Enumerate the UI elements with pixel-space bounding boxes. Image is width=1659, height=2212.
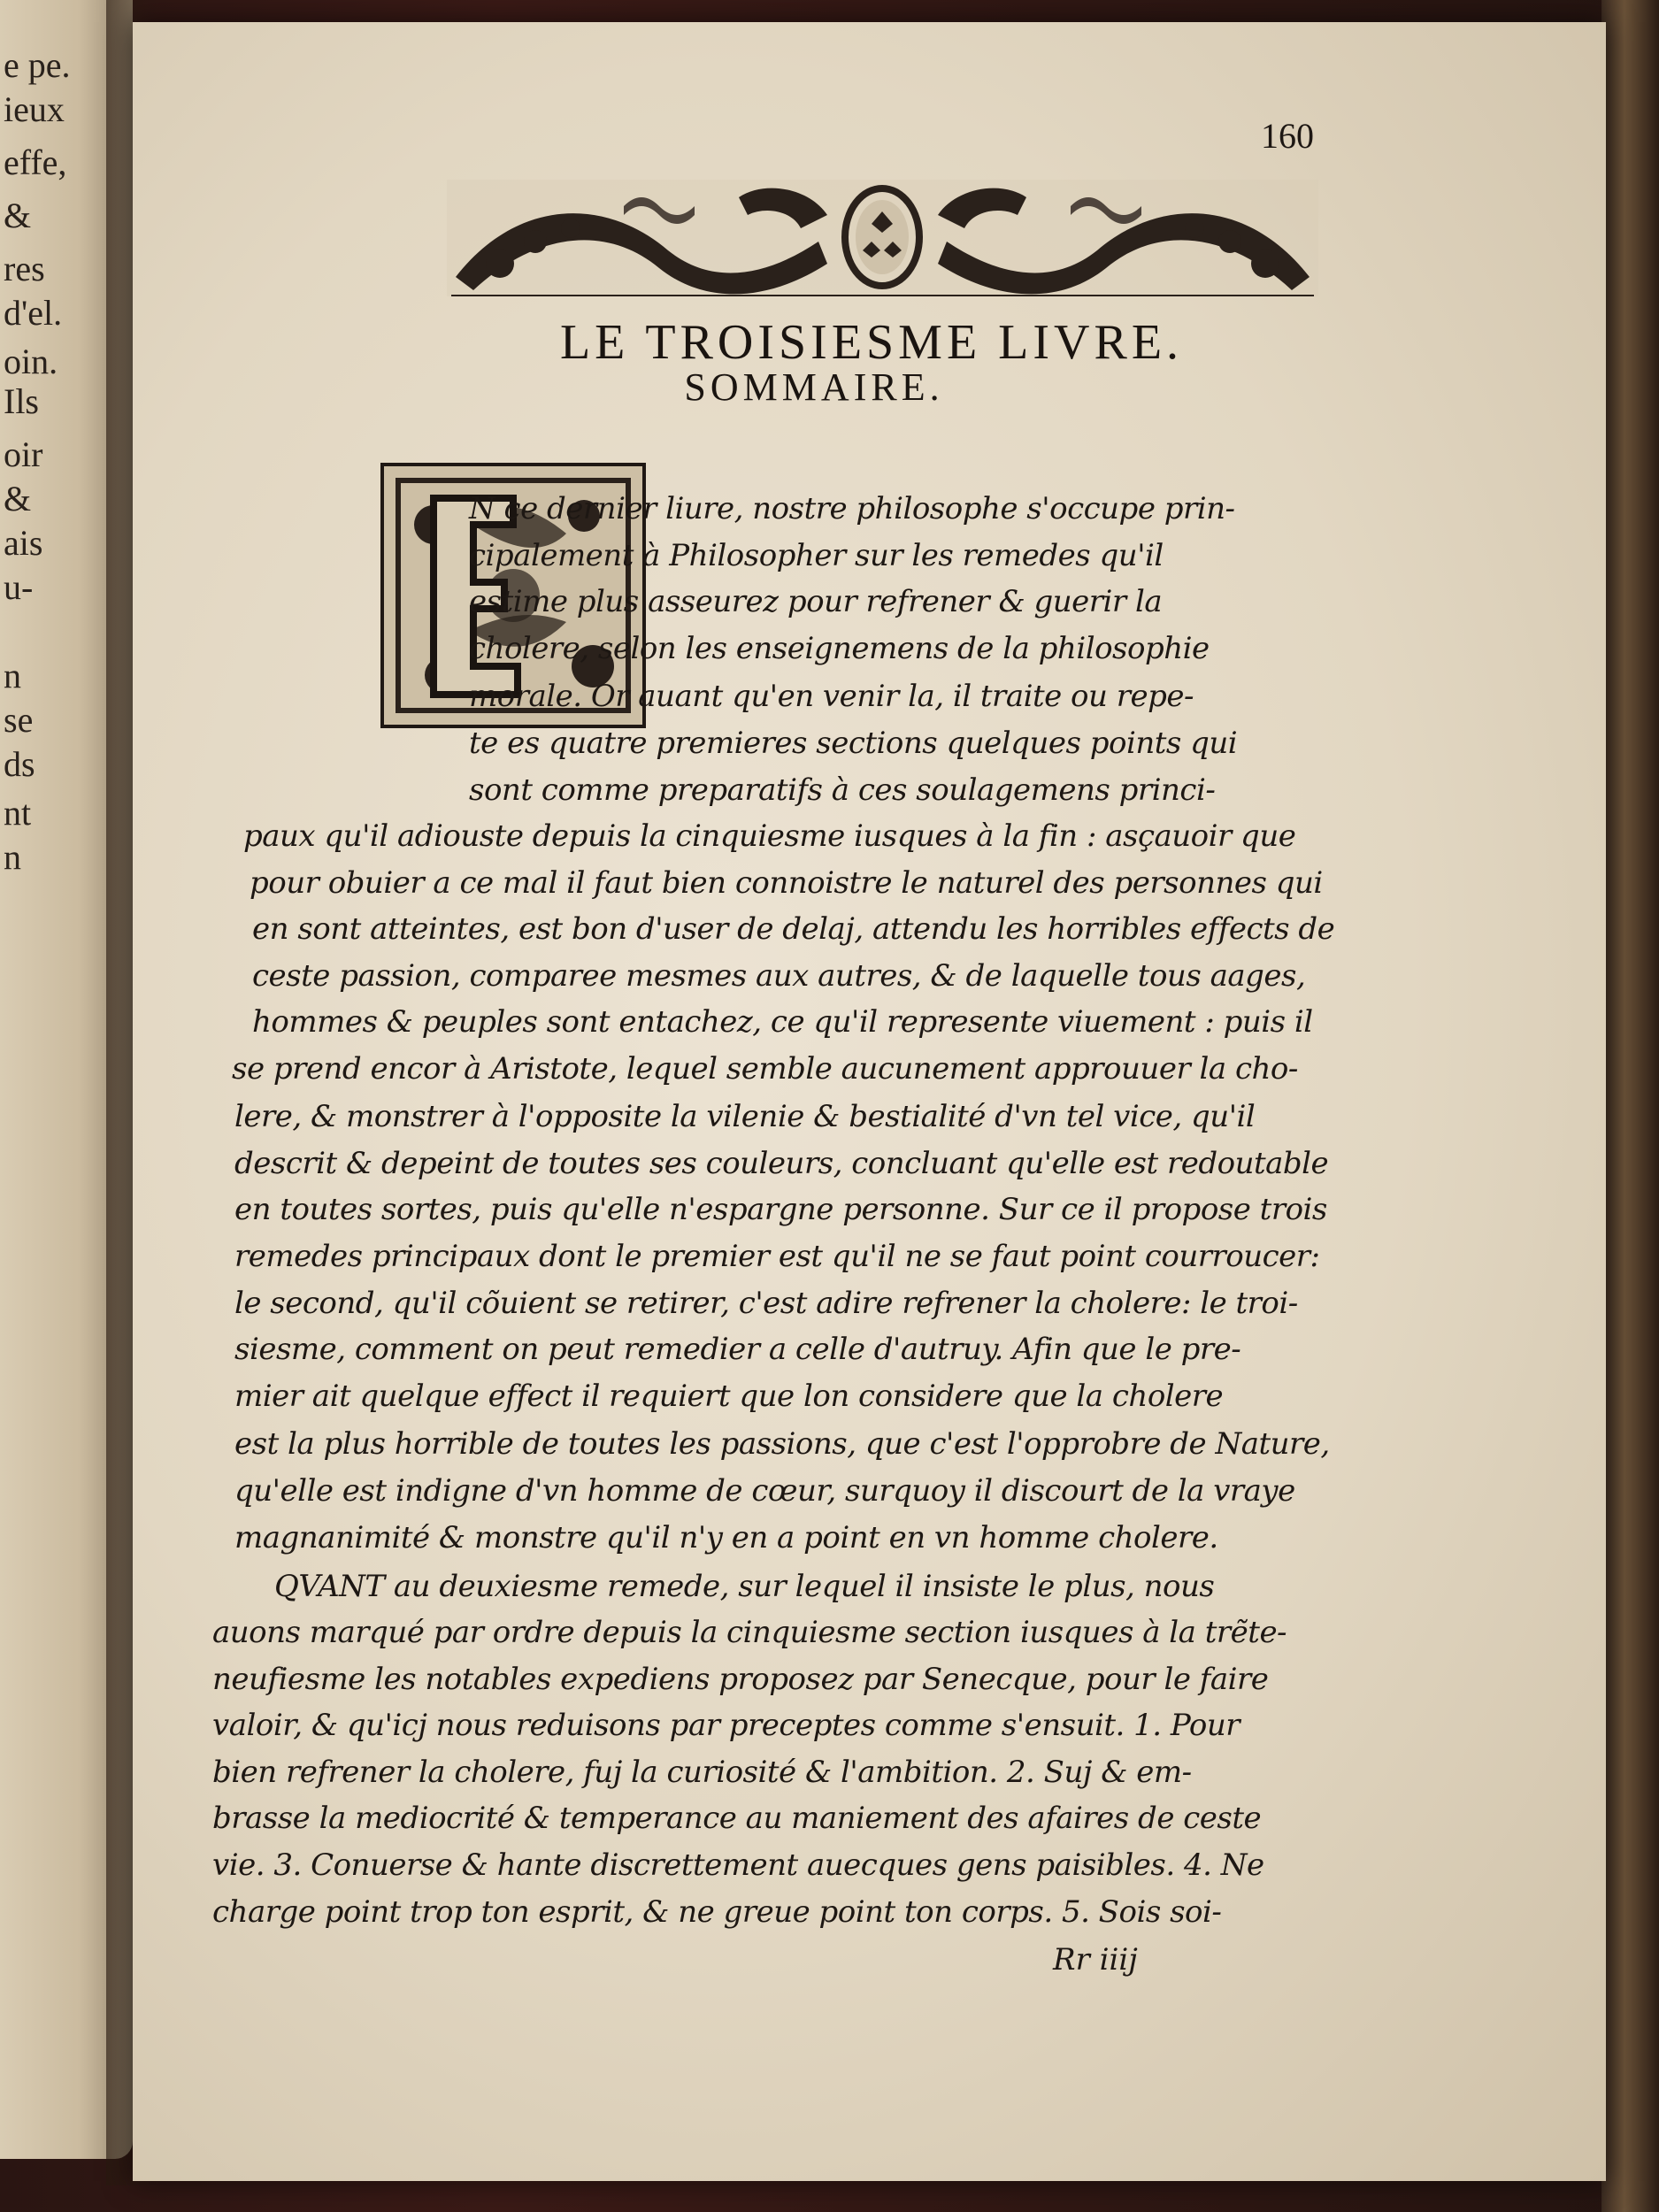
body-line: charge point trop ton esprit, & ne greue point ton corps. 5. Sois soi- xyxy=(212,1894,1222,1930)
left-page-fragment: ieux xyxy=(4,89,65,129)
left-page-fragment: u- xyxy=(4,567,34,607)
body-line: sont comme preparatifs à ces soulagemens princi- xyxy=(469,772,1216,808)
body-line: valoir, & qu'icj nous reduisons par preceptes comme s'ensuit. 1. Pour xyxy=(212,1708,1240,1743)
body-line: auons marqué par ordre depuis la cinquiesme section iusques à la trẽte- xyxy=(212,1615,1287,1650)
body-line: est la plus horrible de toutes les passions, que c'est l'opprobre de Nature, xyxy=(234,1426,1330,1462)
body-line: mier ait quelque effect il requiert que lon considere que la cholere xyxy=(234,1379,1224,1414)
left-page-fragment: effe, xyxy=(4,142,67,182)
body-line: ceste passion, comparee mesmes aux autres, & de laquelle tous aages, xyxy=(252,958,1306,994)
body-line: lere, & monstrer à l'opposite la vilenie & bestialité d'vn tel vice, qu'il xyxy=(234,1099,1256,1134)
left-page-fragment: se xyxy=(4,700,34,740)
left-page-fragment: & xyxy=(4,479,32,518)
left-page-fragment: ds xyxy=(4,744,35,784)
body-line: cholere, selon les enseignemens de la philosophie xyxy=(469,631,1210,666)
left-page-fragment: n xyxy=(4,837,21,877)
summary-title: SOMMAIRE. xyxy=(684,365,944,409)
book-title: LE TROISIESME LIVRE. xyxy=(559,315,1184,370)
body-line: neufiesme les notables expediens proposez par Senecque, pour le faire xyxy=(212,1662,1269,1697)
left-page-fragment: oin. xyxy=(4,342,58,381)
body-line: te es quatre premieres sections quelques points qui xyxy=(469,726,1238,761)
body-line: descrit & depeint de toutes ses couleurs, concluant qu'elle est redoutable xyxy=(234,1146,1329,1181)
body-line: en toutes sortes, puis qu'elle n'espargne personne. Sur ce il propose trois xyxy=(234,1192,1327,1227)
body-line: hommes & peuples sont entachez, ce qu'il represente viuement : puis il xyxy=(252,1004,1313,1040)
left-page-fragment: d'el. xyxy=(4,293,63,333)
body-line: qu'elle est indigne d'vn homme de cœur, surquoy il discourt de la vraye xyxy=(234,1473,1295,1509)
body-line: le second, qu'il cõuient se retirer, c'est adire refrener la cholere: le troi- xyxy=(234,1286,1298,1321)
ornamental-headpiece xyxy=(447,180,1318,296)
signature-mark: Rr iiij xyxy=(1053,1942,1138,1978)
body-line: bien refrener la cholere, fuj la curiosité & l'ambition. 2. Suj & em- xyxy=(212,1755,1192,1790)
left-page-fragment: oir xyxy=(4,434,43,474)
body-line: cipalement à Philosopher sur les remedes qu'il xyxy=(469,538,1164,573)
body-line: magnanimité & monstre qu'il n'y en a point en vn homme cholere. xyxy=(234,1520,1218,1555)
body-line: brasse la mediocrité & temperance au maniement des afaires de ceste xyxy=(212,1801,1262,1836)
body-line: remedes principaux dont le premier est qu'il ne se faut point courroucer: xyxy=(234,1239,1320,1274)
body-line: morale. Or auant qu'en venir la, il traite ou repe- xyxy=(469,679,1194,714)
body-line: N ce dernier liure, nostre philosophe s'occupe prin- xyxy=(469,491,1235,526)
left-page-fragment: n xyxy=(4,656,21,695)
left-page-fragment: ais xyxy=(4,523,43,563)
left-page-fragment: Ils xyxy=(4,381,39,421)
body-line: estime plus asseurez pour refrener & guerir la xyxy=(469,584,1163,619)
body-line: se prend encor à Aristote, lequel semble aucunement approuuer la cho- xyxy=(232,1051,1298,1087)
body-line: QVANT au deuxiesme remede, sur lequel il insiste le plus, nous xyxy=(274,1569,1215,1604)
body-line: paux qu'il adiouste depuis la cinquiesme iusques à la fin : asçauoir que xyxy=(243,818,1296,854)
left-page-fragment: & xyxy=(4,196,32,235)
body-line: siesme, comment on peut remedier a celle d'autruy. Afin que le pre- xyxy=(234,1332,1241,1367)
left-page-fragment: res xyxy=(4,249,45,288)
left-page-fragment: e pe. xyxy=(4,45,71,85)
body-line: en sont atteintes, est bon d'user de delaj, attendu les horribles effects de xyxy=(252,911,1335,947)
body-line: pour obuier a ce mal il faut bien connoistre le naturel des personnes qui xyxy=(250,865,1323,901)
page-edge-right xyxy=(1601,0,1659,2212)
body-line: vie. 3. Conuerse & hante discrettement auecques gens paisibles. 4. Ne xyxy=(212,1847,1264,1883)
page-number: 160 xyxy=(1261,116,1314,156)
book-page xyxy=(133,22,1606,2181)
left-page-fragment: nt xyxy=(4,793,32,833)
